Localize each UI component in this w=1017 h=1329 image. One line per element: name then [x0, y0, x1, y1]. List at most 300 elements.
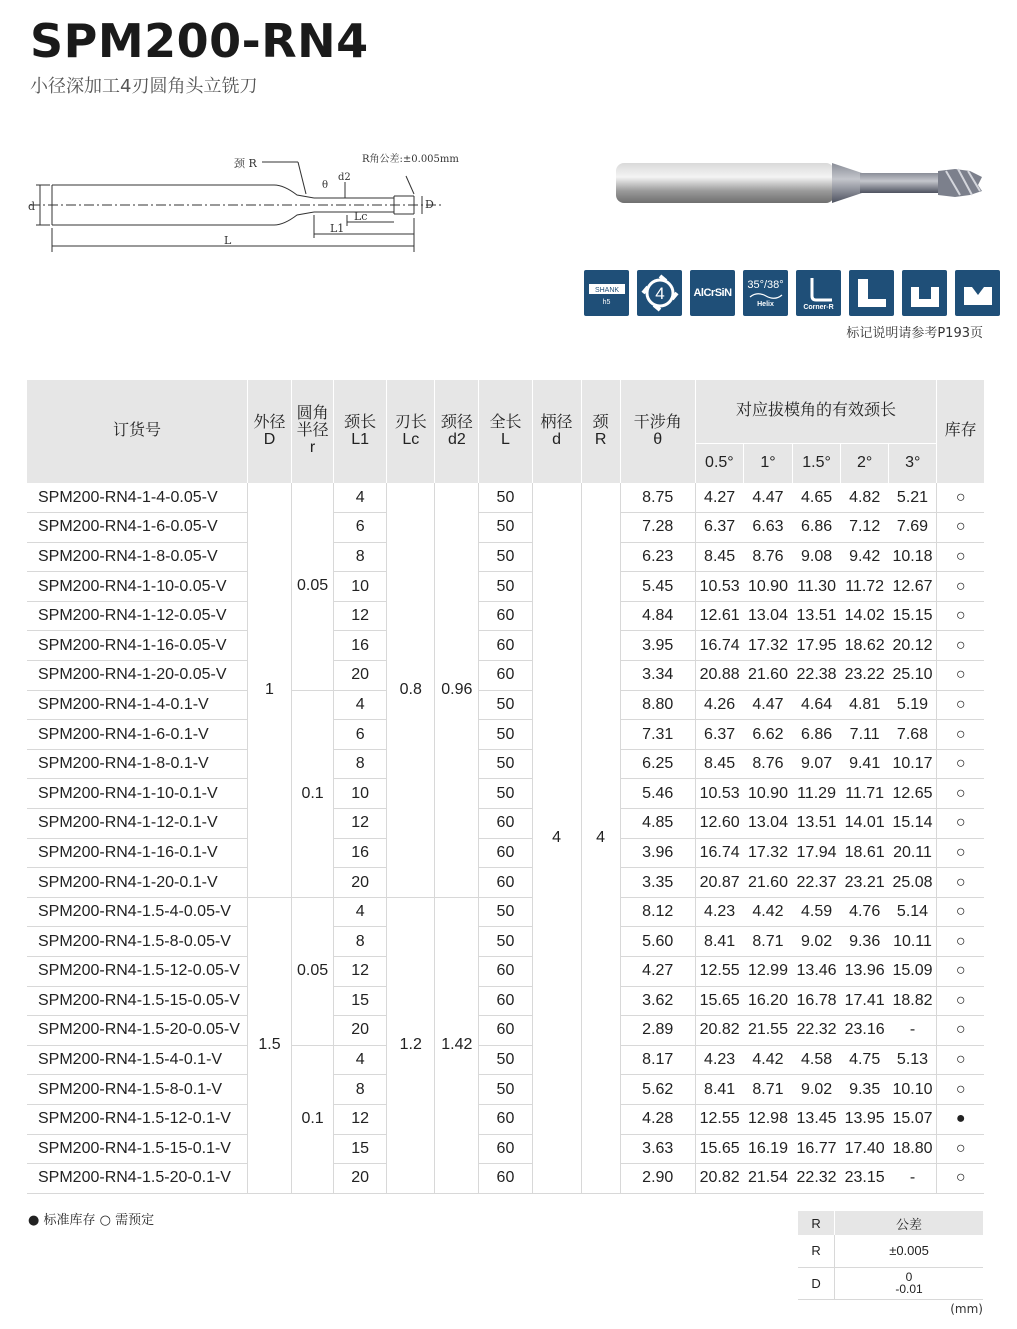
effective-length-cell: 4.42 [743, 1045, 792, 1075]
effective-length-cell: 8.45 [695, 542, 743, 572]
effective-length-cell: 18.62 [841, 631, 889, 661]
effective-length-cell: 16.78 [793, 986, 841, 1016]
overall-length-cell: 50 [479, 483, 532, 513]
effective-length-cell: 10.53 [695, 779, 743, 809]
effective-length-cell: 4.47 [743, 690, 792, 720]
effective-length-cell: 9.07 [793, 749, 841, 779]
stock-status-cell: ○ [937, 1164, 984, 1194]
interference-angle-cell: 4.27 [620, 957, 695, 987]
overall-length-cell: 50 [479, 542, 532, 572]
header-outer-dia: 外径 D [247, 380, 291, 483]
table-row [27, 1164, 984, 1194]
order-code-cell: SPM200-RN4-1-12-0.1-V [27, 809, 247, 839]
alcrsin-coating-icon: AlCrSiN [690, 270, 735, 316]
theta-label: θ [322, 180, 329, 191]
table-row [27, 1045, 984, 1075]
effective-length-cell: 15.14 [889, 809, 937, 839]
effective-length-cell: 9.42 [841, 542, 889, 572]
effective-length-cell: 23.21 [841, 868, 889, 898]
effective-length-cell: 8.76 [743, 749, 792, 779]
interference-angle-cell: 8.75 [620, 483, 695, 513]
effective-length-cell: 18.80 [889, 1134, 937, 1164]
neck-length-cell: 20 [334, 661, 387, 691]
order-code-cell: SPM200-RN4-1.5-12-0.1-V [27, 1104, 247, 1134]
interference-angle-cell: 6.23 [620, 542, 695, 572]
table-row [27, 483, 984, 513]
effective-length-cell: 10.11 [889, 927, 937, 957]
effective-length-cell: 4.47 [743, 483, 792, 513]
effective-length-cell: 9.35 [841, 1075, 889, 1105]
table-row [27, 661, 984, 691]
effective-length-cell: 13.51 [793, 809, 841, 839]
order-code-cell: SPM200-RN4-1-20-0.1-V [27, 868, 247, 898]
effective-length-cell: 4.82 [841, 483, 889, 513]
overall-length-cell: 50 [479, 1045, 532, 1075]
effective-length-cell: 13.46 [793, 957, 841, 987]
effective-length-cell: 6.86 [793, 513, 841, 543]
effective-length-cell: 22.32 [793, 1016, 841, 1046]
table-row [27, 838, 984, 868]
effective-length-cell: 5.14 [889, 897, 937, 927]
table-row [27, 749, 984, 779]
overall-length-cell: 50 [479, 897, 532, 927]
effective-length-cell: 12.98 [743, 1104, 792, 1134]
overall-length-cell: 60 [479, 986, 532, 1016]
interference-angle-cell: 8.80 [620, 690, 695, 720]
interference-angle-cell: 4.28 [620, 1104, 695, 1134]
effective-length-cell: 16.19 [743, 1134, 792, 1164]
tol-header-r: R [798, 1211, 835, 1235]
effective-length-cell: 16.20 [743, 986, 792, 1016]
table-row [27, 986, 984, 1016]
stock-status-cell: ○ [937, 690, 984, 720]
interference-angle-cell: 4.84 [620, 601, 695, 631]
header-neck-r: 颈 R [581, 380, 620, 483]
overall-length-cell: 50 [479, 927, 532, 957]
table-row [27, 572, 984, 602]
effective-length-cell: 21.55 [743, 1016, 792, 1046]
effective-length-cell: 21.60 [743, 661, 792, 691]
overall-length-cell: 50 [479, 1075, 532, 1105]
table-row [27, 1075, 984, 1105]
neck-length-cell: 15 [334, 986, 387, 1016]
effective-length-cell: 23.15 [841, 1164, 889, 1194]
order-code-cell: SPM200-RN4-1-16-0.05-V [27, 631, 247, 661]
effective-length-cell: 4.42 [743, 897, 792, 927]
stock-status-cell: ○ [937, 1016, 984, 1046]
effective-length-cell: 12.67 [889, 572, 937, 602]
effective-length-cell: 23.22 [841, 661, 889, 691]
order-code-cell: SPM200-RN4-1.5-4-0.05-V [27, 897, 247, 927]
outer-D-label: D [425, 198, 434, 211]
effective-length-cell: 5.19 [889, 690, 937, 720]
effective-length-cell: 10.90 [743, 572, 792, 602]
tol-header-tolerance: 公差 [835, 1211, 983, 1235]
table-row [27, 720, 984, 750]
stock-status-cell: ○ [937, 957, 984, 987]
neck-length-cell: 4 [334, 1045, 387, 1075]
effective-length-cell: 4.75 [841, 1045, 889, 1075]
effective-length-cell: 8.41 [695, 927, 743, 957]
overall-length-cell: 50 [479, 720, 532, 750]
r-tolerance-label: R角公差:±0.005mm [362, 154, 459, 165]
neck-length-cell: 8 [334, 542, 387, 572]
table-row [27, 690, 984, 720]
neck-length-cell: 4 [334, 897, 387, 927]
order-code-cell: SPM200-RN4-1.5-12-0.05-V [27, 957, 247, 987]
effective-length-cell: 22.37 [793, 868, 841, 898]
outer-dia-cell: 1.5 [247, 897, 291, 1193]
ramping-icon [955, 270, 1000, 316]
effective-length-cell: 12.65 [889, 779, 937, 809]
effective-length-cell: 4.26 [695, 690, 743, 720]
table-row [27, 868, 984, 898]
overall-length-cell: 60 [479, 957, 532, 987]
effective-length-cell: 20.88 [695, 661, 743, 691]
stock-status-cell: ○ [937, 483, 984, 513]
effective-length-cell: 11.29 [793, 779, 841, 809]
interference-angle-cell: 3.63 [620, 1134, 695, 1164]
tol-row-label: R [798, 1235, 835, 1267]
effective-length-cell: 17.32 [743, 631, 792, 661]
neck-length-cell: 12 [334, 601, 387, 631]
effective-length-cell: 22.32 [793, 1164, 841, 1194]
table-row [27, 542, 984, 572]
overall-length-cell: 60 [479, 661, 532, 691]
helix-angle-icon: 35°/38° Helix [743, 270, 788, 316]
interference-angle-cell: 5.62 [620, 1075, 695, 1105]
effective-length-cell: 4.23 [695, 897, 743, 927]
effective-length-cell: 20.82 [695, 1016, 743, 1046]
side-milling-icon [849, 270, 894, 316]
effective-length-cell: 13.04 [743, 809, 792, 839]
neck-length-cell: 20 [334, 868, 387, 898]
effective-length-cell: 10.17 [889, 749, 937, 779]
effective-length-cell: 23.16 [841, 1016, 889, 1046]
effective-length-cell: 13.51 [793, 601, 841, 631]
effective-length-cell: 14.01 [841, 809, 889, 839]
stock-status-cell: ○ [937, 572, 984, 602]
effective-length-cell: 17.41 [841, 986, 889, 1016]
effective-length-cell: 10.53 [695, 572, 743, 602]
legend-standard-stock: ● 标准库存 [28, 1213, 96, 1228]
tool-photo [610, 155, 990, 210]
table-row [27, 957, 984, 987]
effective-length-cell: 6.86 [793, 720, 841, 750]
table-row [27, 513, 984, 543]
overall-length-cell: 50 [479, 572, 532, 602]
overall-length-cell: 60 [479, 838, 532, 868]
header-angle-1.5: 1.5° [793, 443, 841, 483]
neck-length-cell: 12 [334, 809, 387, 839]
order-code-cell: SPM200-RN4-1-10-0.05-V [27, 572, 247, 602]
order-code-cell: SPM200-RN4-1.5-15-0.1-V [27, 1134, 247, 1164]
effective-length-cell: 20.12 [889, 631, 937, 661]
interference-angle-cell: 3.96 [620, 838, 695, 868]
effective-length-cell: 9.36 [841, 927, 889, 957]
header-neck-length: 颈长 L1 [334, 380, 387, 483]
flute-length-cell: 1.2 [387, 897, 435, 1193]
order-code-cell: SPM200-RN4-1.5-20-0.05-V [27, 1016, 247, 1046]
overall-length-cell: 60 [479, 1134, 532, 1164]
effective-length-cell: 10.10 [889, 1075, 937, 1105]
interference-angle-cell: 6.25 [620, 749, 695, 779]
effective-length-cell: - [889, 1164, 937, 1194]
effective-length-cell: 7.11 [841, 720, 889, 750]
shank-h5-icon: SHANK h5 [584, 270, 629, 316]
effective-length-cell: 10.90 [743, 779, 792, 809]
outer-dia-cell: 1 [247, 483, 291, 897]
stock-status-cell: ○ [937, 542, 984, 572]
neck-length-cell: 15 [334, 1134, 387, 1164]
effective-length-cell: 21.54 [743, 1164, 792, 1194]
effective-length-cell: 15.09 [889, 957, 937, 987]
overall-length-cell: 50 [479, 749, 532, 779]
order-code-cell: SPM200-RN4-1.5-8-0.05-V [27, 927, 247, 957]
stock-status-cell: ○ [937, 809, 984, 839]
neck-length-cell: 16 [334, 631, 387, 661]
effective-length-cell: 6.37 [695, 720, 743, 750]
neck-length-cell: 4 [334, 690, 387, 720]
interference-angle-cell: 3.62 [620, 986, 695, 1016]
header-order-no: 订货号 [27, 380, 247, 483]
effective-length-cell: 12.99 [743, 957, 792, 987]
effective-length-cell: 8.71 [743, 1075, 792, 1105]
effective-length-cell: 15.07 [889, 1104, 937, 1134]
neck-L1-label: L1 [330, 222, 345, 235]
effective-length-cell: 20.11 [889, 838, 937, 868]
effective-length-cell: 21.60 [743, 868, 792, 898]
effective-length-cell: 9.02 [793, 1075, 841, 1105]
order-code-cell: SPM200-RN4-1-16-0.1-V [27, 838, 247, 868]
neck-length-cell: 4 [334, 483, 387, 513]
table-body [27, 483, 984, 1193]
effective-length-cell: 12.55 [695, 957, 743, 987]
table-row [27, 601, 984, 631]
svg-text:SHANK: SHANK [594, 286, 619, 294]
effective-length-cell: 8.76 [743, 542, 792, 572]
effective-length-cell: 10.18 [889, 542, 937, 572]
table-row [27, 809, 984, 839]
neck-length-cell: 10 [334, 779, 387, 809]
neck-r-label: 颈 R [234, 157, 257, 170]
effective-length-cell: 4.27 [695, 483, 743, 513]
order-code-cell: SPM200-RN4-1.5-20-0.1-V [27, 1164, 247, 1194]
effective-length-cell: 11.72 [841, 572, 889, 602]
effective-length-cell: 12.55 [695, 1104, 743, 1134]
stock-status-cell: ○ [937, 927, 984, 957]
table-row [27, 1104, 984, 1134]
svg-text:4: 4 [654, 284, 665, 303]
effective-length-cell: 4.81 [841, 690, 889, 720]
order-code-cell: SPM200-RN4-1-10-0.1-V [27, 779, 247, 809]
overall-length-cell: 60 [479, 601, 532, 631]
effective-length-cell: - [889, 1016, 937, 1046]
legend-to-order: ○ 需预定 [99, 1213, 155, 1228]
table-row [27, 927, 984, 957]
table-row [27, 1134, 984, 1164]
neck-length-cell: 8 [334, 749, 387, 779]
interference-angle-cell: 7.31 [620, 720, 695, 750]
tool-dimension-diagram [22, 140, 492, 260]
effective-length-cell: 22.38 [793, 661, 841, 691]
effective-length-cell: 17.95 [793, 631, 841, 661]
interference-angle-cell: 5.46 [620, 779, 695, 809]
stock-status-cell: ○ [937, 1075, 984, 1105]
stock-status-cell: ○ [937, 1045, 984, 1075]
effective-length-cell: 13.95 [841, 1104, 889, 1134]
header-neck-diameter: 颈径 d2 [435, 380, 479, 483]
table-row [27, 779, 984, 809]
overall-length-cell: 60 [479, 1164, 532, 1194]
neck-dia-cell: 1.42 [435, 897, 479, 1193]
header-flute-length: 刃长 Lc [387, 380, 435, 483]
effective-length-cell: 20.82 [695, 1164, 743, 1194]
effective-length-cell: 15.65 [695, 986, 743, 1016]
four-flute-icon [637, 270, 682, 316]
order-code-cell: SPM200-RN4-1-4-0.1-V [27, 690, 247, 720]
effective-length-cell: 4.23 [695, 1045, 743, 1075]
effective-length-cell: 7.69 [889, 513, 937, 543]
tol-row-value: ±0.005 [835, 1235, 983, 1267]
neck-r-cell: 4 [581, 483, 620, 1193]
icon-legend-note: 标记说明请参考P193页 [846, 326, 983, 341]
table-row [27, 897, 984, 927]
stock-legend [28, 1209, 154, 1228]
effective-length-cell: 25.10 [889, 661, 937, 691]
header-effective-neck-length: 对应拔模角的有效颈长 [695, 380, 936, 443]
effective-length-cell: 18.82 [889, 986, 937, 1016]
effective-length-cell: 20.87 [695, 868, 743, 898]
order-code-cell: SPM200-RN4-1-6-0.1-V [27, 720, 247, 750]
order-code-cell: SPM200-RN4-1.5-4-0.1-V [27, 1045, 247, 1075]
effective-length-cell: 17.40 [841, 1134, 889, 1164]
tol-row-value [835, 1267, 983, 1299]
product-title: SPM200-RN4 [30, 14, 369, 68]
effective-length-cell: 9.41 [841, 749, 889, 779]
overall-length-cell: 50 [479, 690, 532, 720]
overall-length-cell: 60 [479, 809, 532, 839]
overall-length-cell: 60 [479, 1016, 532, 1046]
effective-length-cell: 4.59 [793, 897, 841, 927]
order-code-cell: SPM200-RN4-1-8-0.1-V [27, 749, 247, 779]
effective-length-cell: 4.76 [841, 897, 889, 927]
header-angle-1: 1° [743, 443, 792, 483]
interference-angle-cell: 2.89 [620, 1016, 695, 1046]
overall-length-cell: 50 [479, 779, 532, 809]
order-code-cell: SPM200-RN4-1.5-8-0.1-V [27, 1075, 247, 1105]
effective-length-cell: 8.41 [695, 1075, 743, 1105]
stock-status-cell: ○ [937, 631, 984, 661]
effective-length-cell: 15.15 [889, 601, 937, 631]
stock-status-cell: ○ [937, 897, 984, 927]
table-row [27, 1016, 984, 1046]
header-angle-2: 2° [841, 443, 889, 483]
effective-length-cell: 4.65 [793, 483, 841, 513]
flute-Lc-label: Lc [354, 210, 368, 223]
effective-length-cell: 11.71 [841, 779, 889, 809]
effective-length-cell: 16.74 [695, 631, 743, 661]
product-subtitle: 小径深加工4刃圆角头立铣刀 [30, 76, 258, 97]
header-angle-0.5: 0.5° [695, 443, 743, 483]
effective-length-cell: 5.13 [889, 1045, 937, 1075]
neck-d2-label: d2 [338, 172, 351, 183]
header-overall-length: 全长 L [479, 380, 532, 483]
table-row [27, 631, 984, 661]
shank-dia-cell: 4 [532, 483, 581, 1193]
stock-status-cell: ○ [937, 1134, 984, 1164]
neck-length-cell: 10 [334, 572, 387, 602]
overall-length-cell: 60 [479, 868, 532, 898]
effective-length-cell: 17.32 [743, 838, 792, 868]
effective-length-cell: 18.61 [841, 838, 889, 868]
effective-length-cell: 9.02 [793, 927, 841, 957]
corner-r-cell: 0.1 [292, 690, 334, 897]
order-code-cell: SPM200-RN4-1-6-0.05-V [27, 513, 247, 543]
tolerance-table [798, 1211, 983, 1300]
stock-status-cell: ○ [937, 838, 984, 868]
effective-length-cell: 12.61 [695, 601, 743, 631]
interference-angle-cell: 3.95 [620, 631, 695, 661]
effective-length-cell: 7.68 [889, 720, 937, 750]
effective-length-cell: 16.74 [695, 838, 743, 868]
tol-upper: 0 [905, 1269, 913, 1284]
effective-length-cell: 11.30 [793, 572, 841, 602]
interference-angle-cell: 2.90 [620, 1164, 695, 1194]
effective-length-cell: 5.21 [889, 483, 937, 513]
interference-angle-cell: 5.45 [620, 572, 695, 602]
neck-length-cell: 20 [334, 1164, 387, 1194]
effective-length-cell: 4.58 [793, 1045, 841, 1075]
neck-length-cell: 8 [334, 927, 387, 957]
effective-length-cell: 8.71 [743, 927, 792, 957]
feature-icons [584, 270, 1000, 316]
effective-length-cell: 7.12 [841, 513, 889, 543]
unit-note: (mm) [950, 1302, 983, 1316]
stock-status-cell: ○ [937, 513, 984, 543]
stock-status-cell: ○ [937, 749, 984, 779]
overall-length-cell: 50 [479, 513, 532, 543]
header-corner-r: 圆角 半径 r [292, 380, 334, 483]
tol-lower: -0.01 [895, 1281, 923, 1296]
effective-length-cell: 12.60 [695, 809, 743, 839]
overall-L-label: L [224, 234, 232, 247]
stock-status-cell: ○ [937, 779, 984, 809]
effective-length-cell: 6.62 [743, 720, 792, 750]
stock-status-cell: ○ [937, 601, 984, 631]
stock-status-cell: ● [937, 1104, 984, 1134]
header-stock: 库存 [937, 380, 984, 483]
shank-d-label: d [28, 200, 36, 213]
interference-angle-cell: 8.12 [620, 897, 695, 927]
interference-angle-cell: 4.85 [620, 809, 695, 839]
neck-length-cell: 16 [334, 838, 387, 868]
effective-length-cell: 16.77 [793, 1134, 841, 1164]
effective-length-cell: 8.45 [695, 749, 743, 779]
effective-length-cell: 17.94 [793, 838, 841, 868]
order-code-cell: SPM200-RN4-1-20-0.05-V [27, 661, 247, 691]
product-spec-table [27, 380, 984, 1194]
stock-status-cell: ○ [937, 720, 984, 750]
effective-length-cell: 13.45 [793, 1104, 841, 1134]
tol-row-label: D [798, 1267, 835, 1299]
corner-r-cell: 0.1 [292, 1045, 334, 1193]
slot-milling-icon [902, 270, 947, 316]
overall-length-cell: 60 [479, 631, 532, 661]
effective-length-cell: 9.08 [793, 542, 841, 572]
neck-length-cell: 6 [334, 720, 387, 750]
corner-r-icon: Corner-R [796, 270, 841, 316]
